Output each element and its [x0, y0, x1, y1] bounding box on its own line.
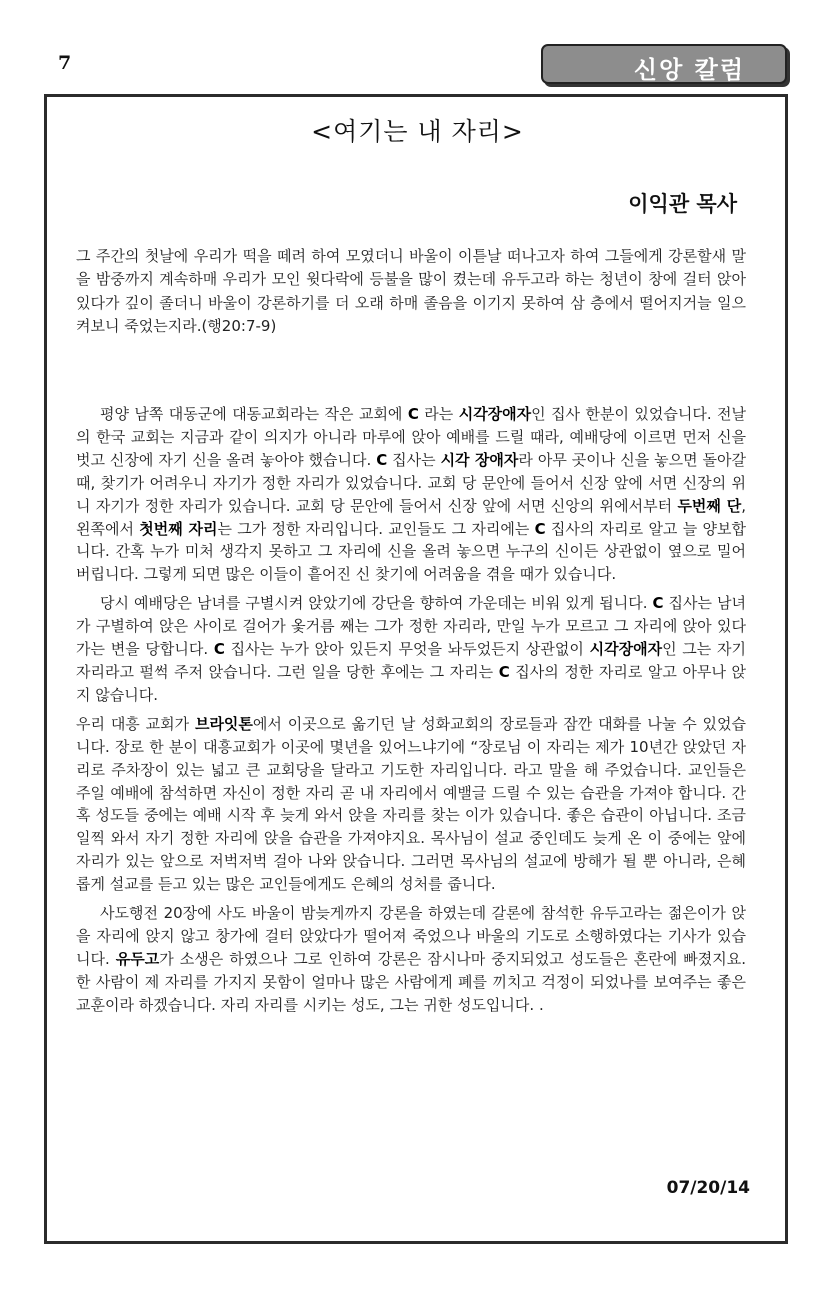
- article-title: <여기는 내 자리>: [311, 117, 524, 146]
- bold-text: 시각장애자: [458, 405, 532, 423]
- article-author: 이익관 목사: [628, 192, 737, 216]
- bold-text: 첫번째 자리: [139, 519, 218, 538]
- bold-text: C: [213, 640, 225, 659]
- text-run: 사도행전 20장에 사도 바울이 밤늦게까지 강론을 하였는데 갈론에 참석한 유두고라는 젊은이가 앉을 자리에 앉지 않고 창가에 걸터 앉았다가 떨어져 죽었으나 바울의 기도로 소행하였다는 기사가 있습니다.: [76, 904, 746, 968]
- text-run: 집사는: [387, 450, 441, 469]
- text-run: 인 집사 한분이 있었습니다. 전날의 한국 교회는 지금과 같이 의지가 아니라 마루에 앉아 예배를 드릴 때라, 예배당에 이르면 먼저 신을 벗고 신장에 자기 신을 올려 놓아야 했습니다.: [76, 405, 746, 469]
- text-run: 가 소생은 하였으나 그로 인하여 강론은 잠시나마 중지되었고 성도들은 혼란에 빠졌지요. 한 사람이 제 자리를 가지지 못함이 얼마나 많은 사람에게 폐를 끼치고 걱정이 되었나를 보여주는 좋은 교훈이라 하겠습니다. 자리 자리를 시키는 성도, 그는 귀한 성도입니다. .: [76, 949, 746, 1014]
- text-run: 평양 남쪽 대동군에 대동교회라는 작은 교회에: [100, 405, 408, 423]
- text-run: 집사는 누가 앉아 있든지 무엇을 놔두었든지 상관없이: [224, 640, 590, 659]
- text-run: 라는: [418, 405, 459, 423]
- section-header-tab: [541, 44, 787, 84]
- bold-text: 두번째 단: [677, 496, 742, 515]
- text-run: 집사의 정한 자리로 알고 아무나 앉지 않습니다.: [76, 662, 746, 704]
- text-run: 당시 예배당은 남녀를 구별시켜 앉았기에 강단을 향하여 가운데는 비워 있게 됩니다.: [100, 594, 653, 613]
- bold-text: 유두고: [115, 949, 160, 968]
- article-body: [76, 403, 746, 1023]
- page-number: 7: [58, 52, 72, 74]
- text-run: 우리 대흥 교회가: [76, 714, 195, 733]
- bold-text: C: [534, 519, 546, 538]
- bold-text: C: [376, 450, 388, 469]
- article-date: 07/20/14: [666, 1178, 750, 1198]
- paragraph-4: [76, 902, 746, 1017]
- text-run: , 왼쪽에서: [76, 496, 746, 538]
- text-run: 집사는 남녀가 구별하여 앉은 사이로 걸어가 옻거름 째는 그가 정한 자리라, 만일 누가 모르고 그 자리에 앉아 있다가는 변을 당합니다.: [76, 594, 746, 659]
- bold-text: 시각장애자: [589, 640, 663, 659]
- text-run: 에서 이곳으로 옮기던 날 성화교회의 장로들과 잠깐 대화를 나눌 수 있었습니다. 장로 한 분이 대흥교회가 이곳에 몇년을 있어느냐기에 “장로님 이 자리는 제가 10년간 앉았던 자리로 주차장이 있는 넓고 큰 교회당을 달라고 기도한 자리입니다. 라고 말을 해 주었습니다. 교인들은 주일 예배에 참석하면 자신이 정한 자리 곧 내 자리에서 예밸글 드릴 수 있는 습관을 가져야 합니다. 간혹 성도들 중에는 예배 시작 후 늦게 와서 앉을 자리를 찾는 이가 있습니다. 좋은 습관이 아닙니다. 조금 일찍 와서 자기 정한 자리에 앉을 습관을 가져야지요. 목사님이 설교 중인데도 늦게 온 이 중에는 앞에 자리가 있는 앞으로 저벅저벅 걸아 나와 앉습니다. 그러면 목사님의 설교에 방해가 될 뿐 아니라, 은혜롭게 설교를 듣고 있는 많은 교인들에게도 은혜의 성처를 줍니다.: [76, 714, 746, 894]
- scripture-quote: 그 주간의 첫날에 우리가 떡을 떼려 하여 모였더니 바울이 이튿날 떠나고자 하여 그들에게 강론할새 말을 밤중까지 계속하매 우리가 모인 윗다락에 등불을 많이 켰는데 유두고라 하는 청년이 창에 걸터 앉아 있다가 깊이 졸더니 바울이 강론하기를 더 오래 하매 졸음을 이기지 못하여 삼 층에서 떨어지거늘 일으켜보니 죽었는지라.(행20:7-9): [76, 247, 746, 335]
- text-run: 집사의 자리로 알고 늘 양보합니다. 간혹 누가 미처 생각지 못하고 그 자리에 신을 올려 놓으면 누구의 신이든 상관없이 옆으로 밀어 버립니다. 그렇게 되면 많은 이들이 흩어진 신 찾기에 어려움을 겪을 때가 있습니다.: [76, 519, 746, 584]
- text-run: 라 아무 곳이나 신을 놓으면 돌아갈 때, 찾기가 어려우니 자기가 정한 자리가 있었습니다. 교회 당 문안에 들어서 신장 앞에 서면 신장의 위니 자기가 정한 자리가 있습니다. 교회 당 문안에 들어서 신장 앞에 서면 신앙의 위에서부터: [76, 450, 746, 515]
- bold-text: C: [652, 594, 664, 613]
- bold-text: 브라잇톤: [194, 714, 253, 733]
- bold-text: C: [407, 405, 419, 423]
- paragraph-1: [76, 403, 746, 586]
- paragraph-2: [76, 592, 746, 707]
- bold-text: 시각 장애자: [440, 450, 519, 469]
- text-run: 인 그는 자기 자리라고 펄썩 주저 앉습니다. 그런 일을 당한 후에는 그 자리는: [76, 640, 746, 681]
- text-run: 는 그가 정한 자리입니다. 교인들도 그 자리에는: [217, 519, 535, 538]
- bold-text: C: [498, 662, 510, 681]
- section-header-label: 신앙 칼럼: [633, 56, 745, 84]
- paragraph-3: [76, 713, 746, 896]
